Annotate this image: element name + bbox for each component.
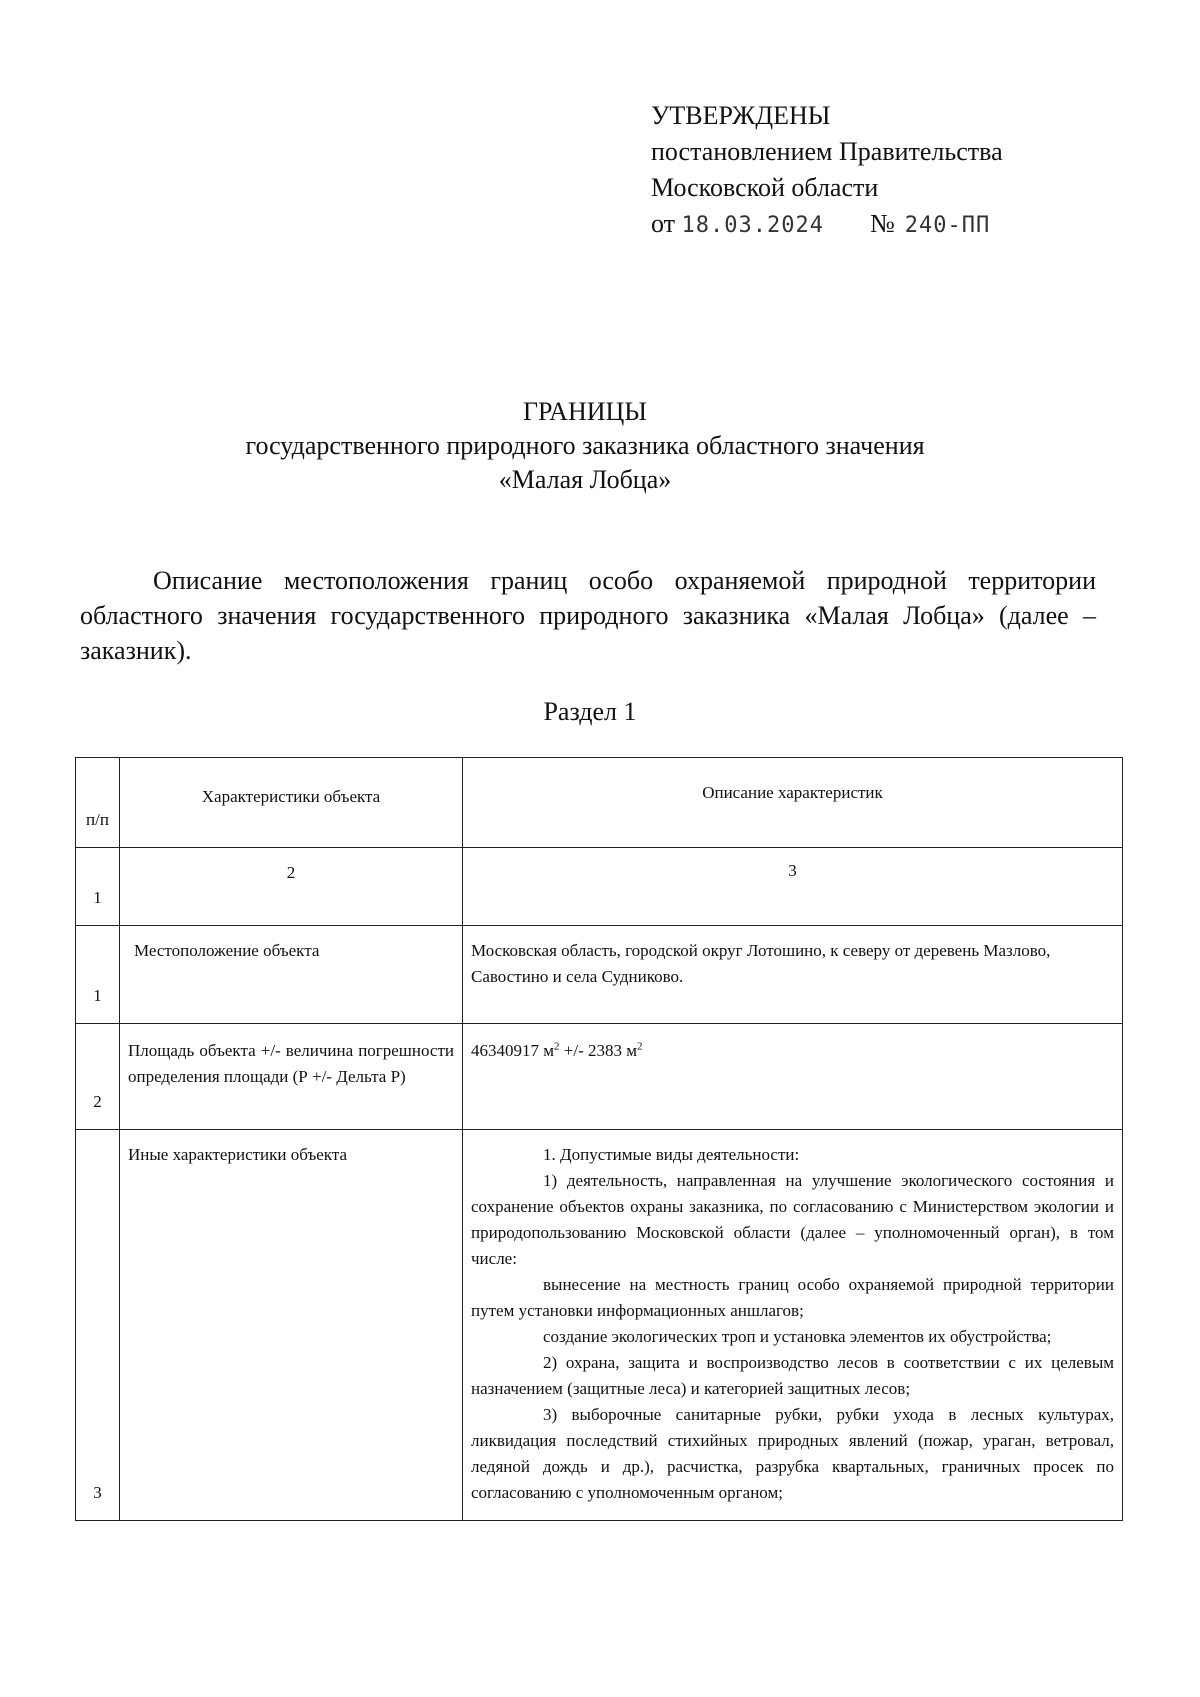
approval-number: 240-ПП	[904, 213, 991, 238]
table-header-row	[76, 758, 1123, 848]
intro-paragraph: Описание местоположения границ особо охраняемой природной территории областного значения государственного природного заказника «Малая Лобца» (далее – заказник).	[80, 566, 1096, 665]
colnum-cell: 2	[120, 848, 463, 926]
desc-line: 1) деятельность, направленная на улучшение экологического состояния и сохранение объектов охраны заказника, по согласованию с Министерством экологии и природопользованию Московской области (далее – уполномоченный орган), в том числе:	[471, 1171, 1114, 1268]
desc-line: создание экологических троп и установка элементов их обустройства;	[543, 1327, 1052, 1346]
row-desc: Московская область, городской округ Лотошино, к северу от деревень Мазлово, Савостино и села Судниково.	[463, 926, 1123, 1024]
table-row	[76, 926, 1123, 1024]
table-colnum-row	[76, 848, 1123, 926]
section-label: Раздел 1	[543, 697, 637, 726]
row-desc	[463, 1130, 1123, 1521]
title-subtitle: государственного природного заказника областного значения	[245, 431, 925, 460]
table-row	[76, 1130, 1123, 1521]
approval-line: постановлением Правительства	[651, 137, 1003, 166]
header-cell-num: п/п	[76, 758, 120, 848]
characteristics-table	[75, 757, 1123, 1521]
row-desc	[463, 1024, 1123, 1130]
row-name: Площадь объекта +/- величина погрешности определения площади (Р +/- Дельта Р)	[120, 1024, 463, 1130]
desc-line: 1. Допустимые виды деятельности:	[543, 1145, 800, 1164]
row-number: 1	[76, 926, 120, 1024]
number-prefix: №	[869, 209, 895, 238]
area-unit-sup: 2	[637, 1040, 643, 1053]
colnum-cell: 3	[463, 848, 1123, 926]
approval-title: УТВЕРЖДЕНЫ	[651, 101, 831, 130]
area-error: +/- 2383 м	[559, 1041, 637, 1060]
desc-line: 2) охрана, защита и воспроизводство лесов в соответствии с их целевым назначением (защитные леса) и категорией защитных лесов;	[471, 1353, 1114, 1398]
approval-date: 18.03.2024	[681, 213, 824, 238]
area-unit-sup: 2	[554, 1040, 560, 1053]
approval-line: Московской области	[651, 173, 879, 202]
approval-block	[651, 98, 1003, 244]
desc-line: вынесение на местность границ особо охраняемой природной территории путем установки информационных аншлагов;	[471, 1275, 1114, 1320]
area-value: 46340917 м	[471, 1041, 555, 1060]
title-name: «Малая Лобца»	[498, 465, 672, 494]
table-row	[76, 1024, 1123, 1130]
colnum-cell: 1	[76, 848, 120, 926]
title-main: ГРАНИЦЫ	[523, 397, 647, 426]
document-title	[0, 395, 1170, 497]
desc-line: 3) выборочные санитарные рубки, рубки ухода в лесных культурах, ликвидация последствий стихийных природных явлений (пожар, ураган, ветровал, ледяной дождь и др.), расчистка, разрубка квартальных, граничных просек по согласованию с уполномоченным органом;	[471, 1405, 1114, 1502]
row-number: 3	[76, 1130, 120, 1521]
row-name: Местоположение объекта	[120, 926, 463, 1024]
header-cell-desc: Описание характеристик	[463, 758, 1123, 848]
row-number: 2	[76, 1024, 120, 1130]
date-prefix: от	[651, 209, 676, 238]
approval-date-line	[651, 206, 1003, 244]
header-cell-name: Характеристики объекта	[120, 758, 463, 848]
row-name: Иные характеристики объекта	[120, 1130, 463, 1521]
